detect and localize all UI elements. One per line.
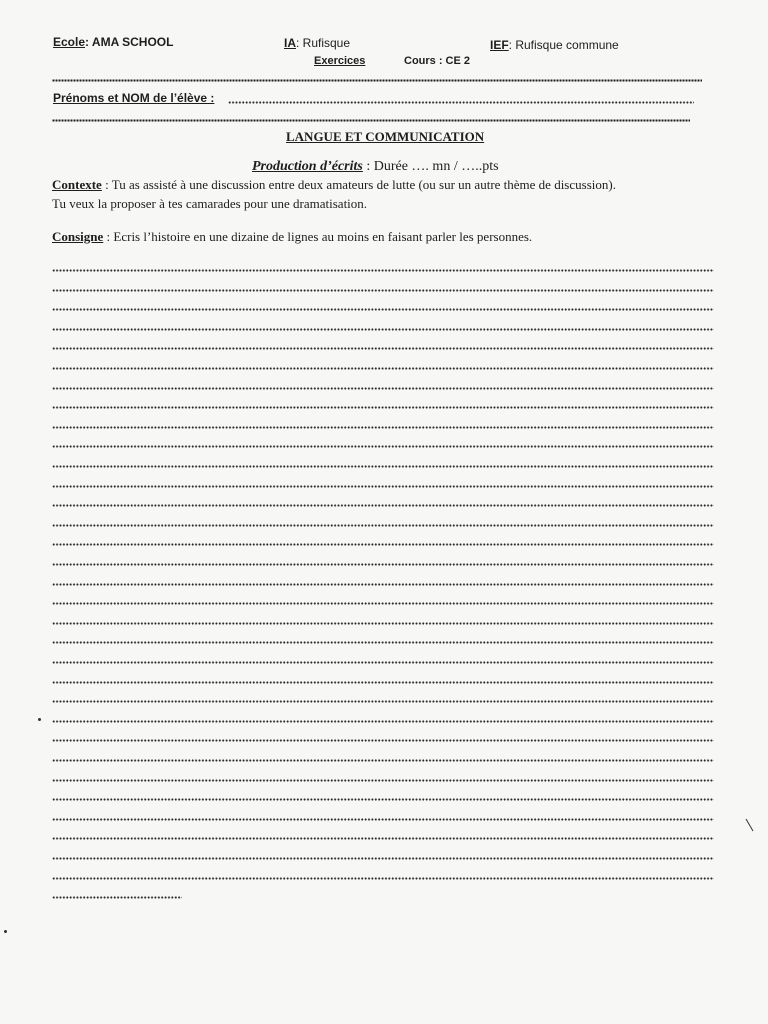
writing-line[interactable]: [52, 465, 714, 468]
writing-line[interactable]: [52, 720, 714, 723]
writing-line[interactable]: [52, 759, 714, 762]
ia-label: IA: [284, 36, 296, 50]
scan-speck: [4, 930, 7, 933]
writing-line[interactable]: [52, 387, 714, 390]
header-dotted-line-2: [52, 119, 690, 122]
writing-line[interactable]: [52, 622, 714, 625]
writing-line[interactable]: [52, 700, 714, 703]
student-name-field[interactable]: [228, 101, 694, 104]
writing-line[interactable]: [52, 406, 714, 409]
writing-line[interactable]: [52, 877, 714, 880]
writing-line[interactable]: [52, 524, 714, 527]
writing-line[interactable]: [52, 543, 714, 546]
writing-line[interactable]: [52, 857, 714, 860]
writing-line[interactable]: [52, 426, 714, 429]
student-name-label: Prénoms et NOM de l’élève :: [53, 91, 215, 105]
contexte-text-1: : Tu as assisté à une discussion entre deux amateurs de lutte (ou sur un autre thème de discussion).: [101, 177, 616, 192]
scan-speck: [38, 718, 41, 721]
writing-line[interactable]: [52, 837, 714, 840]
writing-line[interactable]: [52, 328, 714, 331]
writing-line[interactable]: [52, 798, 714, 801]
writing-line[interactable]: [52, 779, 714, 782]
production-label: Production d’écrits: [252, 159, 363, 174]
writing-line[interactable]: [52, 289, 714, 292]
consigne-text: : Ecris l’histoire en une dizaine de lignes au moins en faisant parler les personnes.: [103, 229, 533, 244]
ia-field: [284, 36, 350, 50]
writing-line[interactable]: [52, 347, 714, 350]
production-line: [252, 159, 499, 175]
ief-label: IEF: [490, 38, 509, 52]
school-value: : AMA SCHOOL: [85, 35, 174, 49]
section-title: LANGUE ET COMMUNICATION: [286, 129, 485, 144]
contexte-line-1: [52, 177, 616, 193]
scan-speck: [746, 819, 754, 832]
school-field: [53, 35, 173, 49]
ief-field: [490, 38, 619, 52]
writing-line[interactable]: [52, 681, 714, 684]
consigne-label: Consigne: [52, 229, 104, 244]
exercices-label: Exercices: [314, 55, 366, 67]
writing-line[interactable]: [52, 308, 714, 311]
ief-value: : Rufisque commune: [508, 38, 619, 52]
cours-label: Cours : CE 2: [404, 55, 471, 67]
consigne-line: [52, 229, 532, 245]
writing-line[interactable]: [52, 504, 714, 507]
header-dotted-line: [52, 79, 702, 82]
writing-line[interactable]: [52, 602, 714, 605]
production-duration: : Durée …. mn / …..pts: [362, 159, 499, 174]
writing-line[interactable]: [52, 445, 714, 448]
writing-line[interactable]: [52, 485, 714, 488]
writing-line[interactable]: [52, 818, 714, 821]
writing-line[interactable]: [52, 739, 714, 742]
contexte-text-2: Tu veux la proposer à tes camarades pour une dramatisation.: [52, 196, 368, 211]
writing-line[interactable]: [52, 563, 714, 566]
writing-line[interactable]: [52, 641, 714, 644]
ia-value: : Rufisque: [296, 36, 351, 50]
writing-line[interactable]: [52, 896, 182, 899]
writing-line[interactable]: [52, 661, 714, 664]
writing-line[interactable]: [52, 269, 714, 272]
writing-line[interactable]: [52, 583, 714, 586]
contexte-label: Contexte: [52, 177, 102, 192]
school-label: Ecole: [53, 35, 86, 49]
writing-line[interactable]: [52, 367, 714, 370]
